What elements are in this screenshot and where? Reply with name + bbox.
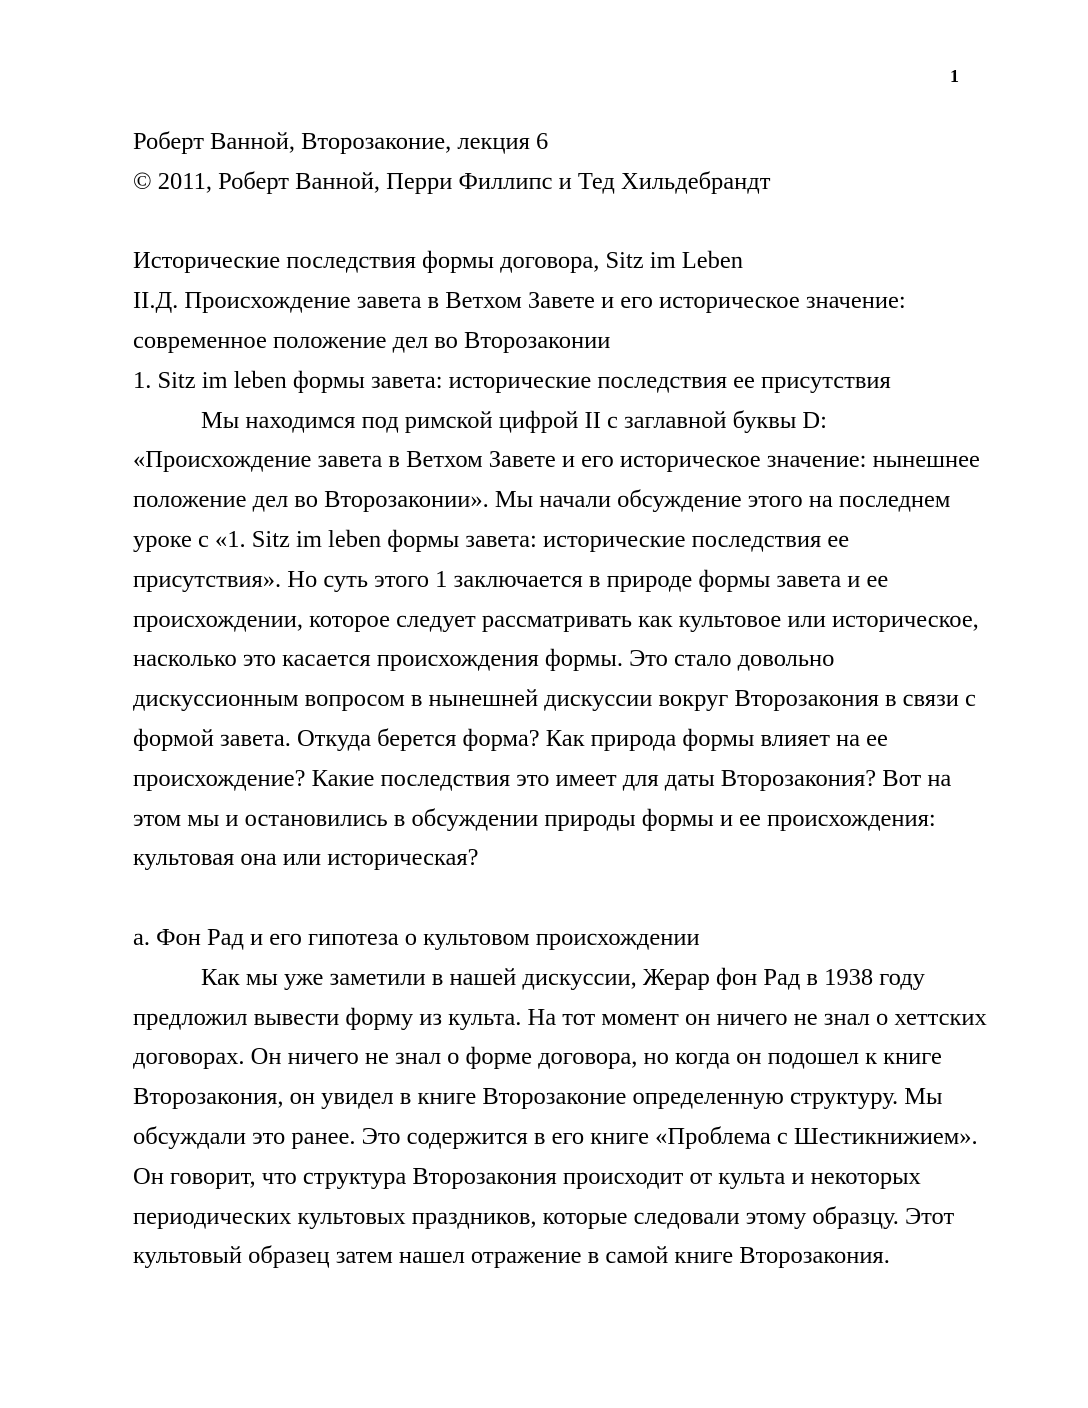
page-number: 1	[950, 66, 959, 86]
paragraph-line: положение дел во Второзаконии». Мы начали обсуждение этого на последнем	[133, 486, 951, 514]
paragraph-line: происхождении, которое следует рассматривать как культовое или историческое,	[133, 605, 979, 633]
section-heading-line-1: II.Д. Происхождение завета в Ветхом Завете и его историческое значение:	[133, 287, 906, 315]
topic-heading: Исторические последствия формы договора, Sitz im Leben	[133, 247, 743, 275]
paragraph-line: формой завета. Откуда берется форма? Как природа формы влияет на ее	[133, 724, 888, 752]
subheading-a: а. Фон Рад и его гипотеза о культовом происхождении	[133, 923, 700, 951]
paragraph-line: Мы находимся под римской цифрой II с заглавной буквы D:	[201, 406, 827, 434]
paragraph-line: Он говорит, что структура Второзакония происходит от культа и некоторых	[133, 1162, 921, 1190]
paragraph-line: предложил вывести форму из культа. На тот момент он ничего не знал о хеттских	[133, 1003, 987, 1031]
document-title: Роберт Ванной, Второзаконие, лекция 6	[133, 128, 549, 155]
spacer	[133, 202, 963, 242]
paragraph-line: «Происхождение завета в Ветхом Завете и его историческое значение: нынешнее	[133, 446, 980, 474]
paragraph-line: периодических культовых праздников, которые следовали этому образцу. Этот	[133, 1202, 955, 1230]
paragraph-line: уроке с «1. Sitz im leben формы завета: исторические последствия ее	[133, 525, 850, 553]
paragraph-line: насколько это касается происхождения формы. Это стало довольно	[133, 645, 835, 673]
paragraph-line: обсуждали это ранее. Это содержится в его книге «Проблема с Шестикнижием».	[133, 1122, 978, 1150]
spacer	[133, 878, 963, 918]
subsection-heading: 1. Sitz im leben формы завета: исторические последствия ее присутствия	[133, 366, 891, 394]
paragraph-line: культовый образец затем нашел отражение в самой книге Второзакония.	[133, 1242, 890, 1270]
paragraph-line: присутствия». Но суть этого 1 заключается в природе формы завета и ее	[133, 565, 889, 593]
paragraph-line: культовая она или историческая?	[133, 844, 479, 872]
paragraph-line: Второзакония, он увидел в книге Второзаконие определенную структуру. Мы	[133, 1083, 943, 1111]
copyright-line: © 2011, Роберт Ванной, Перри Филлипс и Тед Хильдебрандт	[133, 167, 771, 195]
paragraph-line: происхождение? Какие последствия это имеет для даты Второзакония? Вот на	[133, 764, 952, 792]
document-body	[133, 122, 987, 1276]
paragraph-line: Как мы уже заметили в нашей дискуссии, Жерар фон Рад в 1938 году	[201, 963, 925, 991]
paragraph-line: договорах. Он ничего не знал о форме договора, но когда он подошел к книге	[133, 1043, 942, 1071]
paragraph-line: этом мы и остановились в обсуждении природы формы и ее происхождения:	[133, 804, 936, 832]
section-heading-line-2: современное положение дел во Второзаконии	[133, 326, 611, 354]
paragraph-line: дискуссионным вопросом в нынешней дискуссии вокруг Второзакония в связи с	[133, 685, 976, 713]
